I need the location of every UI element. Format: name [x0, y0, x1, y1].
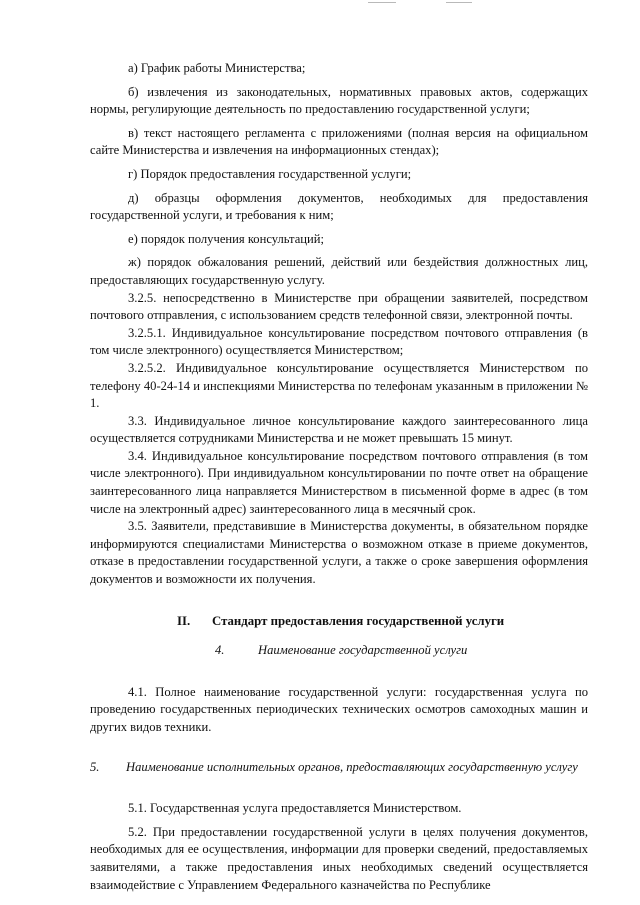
- paragraph-3-5: 3.5. Заявители, представившие в Министерства документы, в обязательном порядке информируются специалистами Министерства о возможном отказе в приеме документов, отказе в предоставлении государственной услуги, а также о сроке завершения оформления документов и возможности их получения.: [90, 519, 588, 587]
- subsection-heading-4: [90, 642, 588, 660]
- paragraph-3-4: 3.4. Индивидуальное консультирование посредством почтового отправления (в том числе электронного). При индивидуальном консультировании по почте ответ на обращение заинтересованного лица направляется Министерством в письменной форме в адрес (в том числе на электронный адрес) заинтересованного лица в месячный срок.: [90, 448, 588, 516]
- section-number: II.: [177, 613, 191, 628]
- subsection-number: 4.: [215, 643, 225, 658]
- subsection-heading-5: [90, 759, 588, 777]
- paragraph-3-3: 3.3. Индивидуальное личное консультирование каждого заинтересованного лица осуществляется сотрудниками Министерства и не может превышать 15 минут.: [90, 413, 588, 446]
- scan-artifact: [446, 2, 472, 3]
- paragraph-b: б) извлечения из законодательных, нормативных правовых актов, содержащих нормы, регулирующие деятельность по предоставлению государственной услуги;: [90, 84, 588, 117]
- paragraph-3-2-5-2: 3.2.5.2. Индивидуальное консультирование осуществляется Министерством по телефону 40-24-14 и инспекциями Министерства по телефонам указанным в приложении № 1.: [90, 360, 588, 411]
- paragraph-5-1: 5.1. Государственная услуга предоставляется Министерством.: [128, 801, 462, 816]
- subsection-title: Наименование государственной услуги: [258, 643, 468, 658]
- section-heading-2: [90, 613, 588, 631]
- subsection-title: Наименование исполнительных органов, предоставляющих государственную услугу: [126, 759, 578, 774]
- paragraph-g: г) Порядок предоставления государственной услуги;: [128, 166, 412, 181]
- document-body: [90, 60, 588, 894]
- subsection-number: 5.: [90, 759, 100, 774]
- paragraph-zh: ж) порядок обжалования решений, действий или бездействия должностных лиц, предоставляющих государственную услугу.: [90, 255, 588, 287]
- scan-artifact: [368, 2, 396, 3]
- section-title: Стандарт предоставления государственной услуги: [212, 613, 505, 628]
- paragraph-3-2-5: 3.2.5. непосредственно в Министерстве при обращении заявителей, посредством почтового отправления, с использованием средств телефонной связи, электронной почты.: [90, 290, 588, 323]
- paragraph-e: е) порядок получения консультаций;: [128, 231, 325, 246]
- paragraph-5-2: 5.2. При предоставлении государственной услуги в целях получения документов, необходимых для ее осуществления, информации для проверки сведений, предоставляемых заявителями, а также предоставления иных необходимых сведений осуществляется взаимодействие с Управлением Федерального казначейства по Республике: [90, 824, 588, 892]
- paragraph-a: а) График работы Министерства;: [128, 61, 306, 75]
- paragraph-v: в) текст настоящего регламента с приложениями (полная версия на официальном сайте Министерства и извлечения на информационных стендах);: [90, 125, 588, 158]
- paragraph-4-1: 4.1. Полное наименование государственной услуги: государственная услуга по проведению государственных периодических технических осмотров самоходных машин и других видов техники.: [90, 684, 588, 734]
- paragraph-d: д) образцы оформления документов, необходимых для предоставления государственной услуги, и требования к ним;: [90, 190, 588, 223]
- paragraph-3-2-5-1: 3.2.5.1. Индивидуальное консультирование посредством почтового отправления (в том числе электронного) осуществляется Министерством;: [90, 325, 588, 358]
